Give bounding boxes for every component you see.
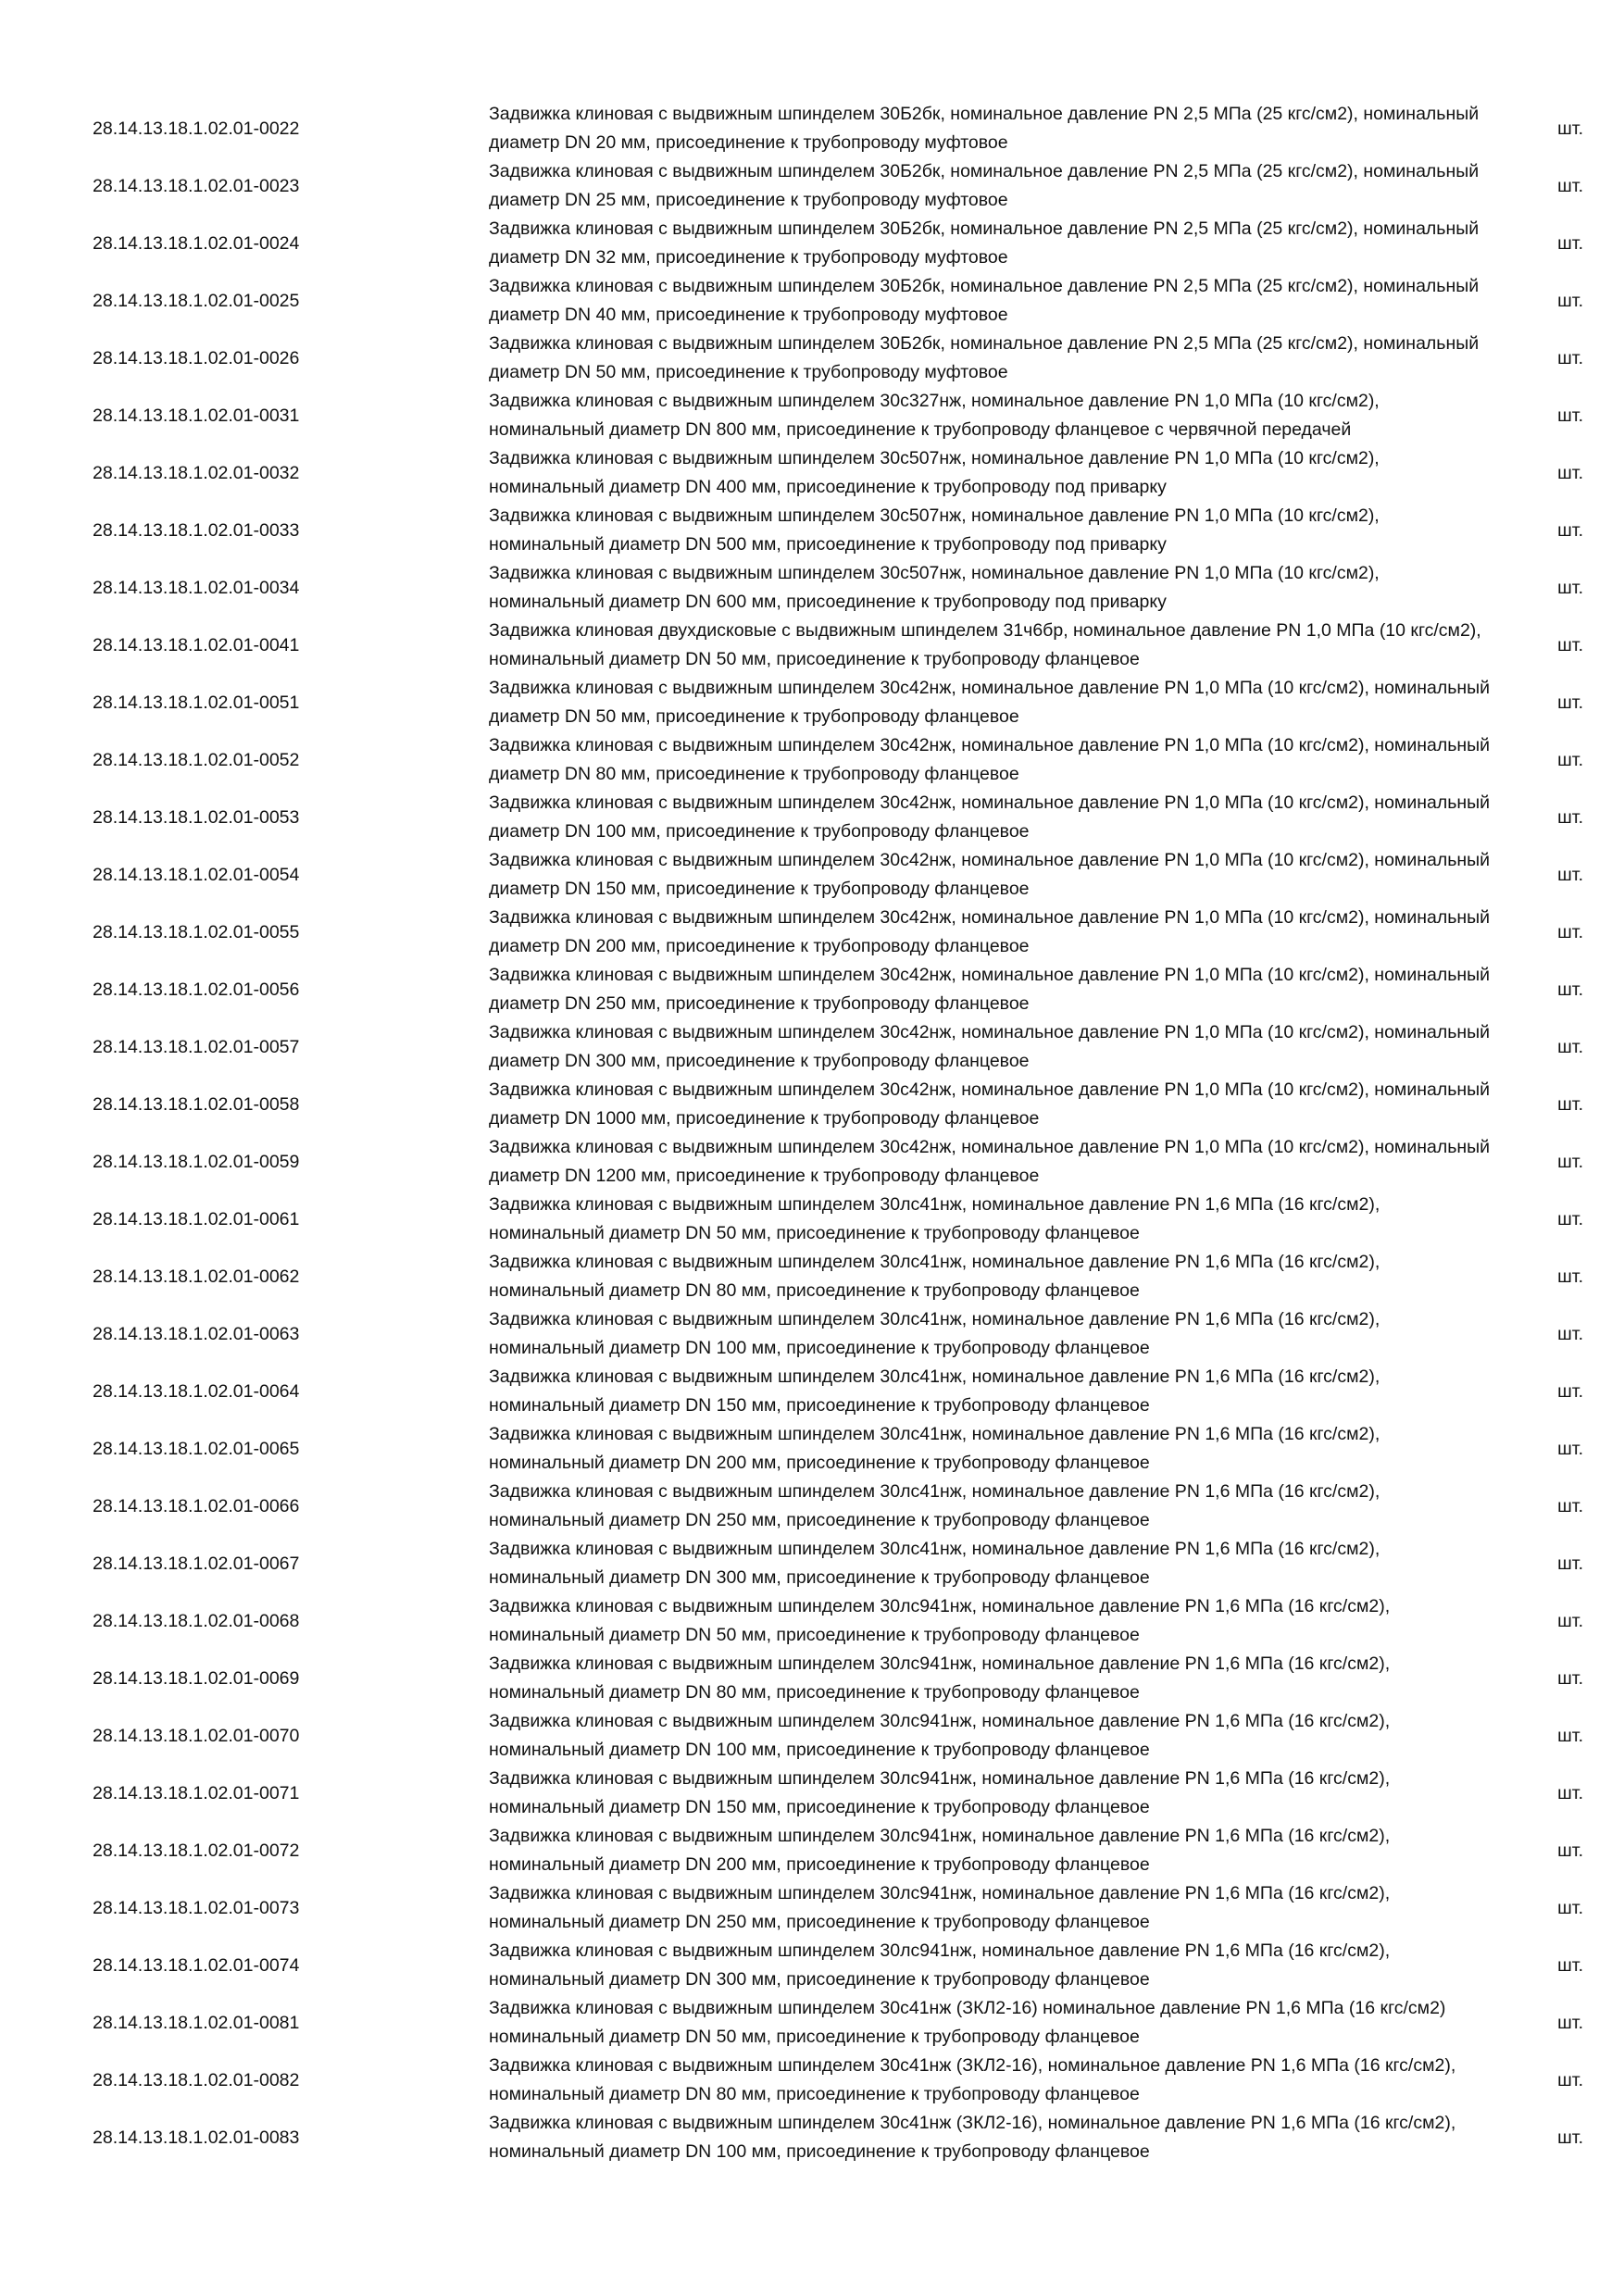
table-row	[93, 1076, 1583, 1133]
item-unit: шт.	[1557, 519, 1583, 541]
item-name: Задвижка клиновая с выдвижным шпинделем 30лс41нж, номинальное давление PN 1,6 МПа (16 кгс/см2), номинальный диаметр DN 250 мм, присоединение к трубопроводу фланцевое	[489, 1481, 1380, 1530]
item-code: 28.14.13.18.1.02.01-0032	[93, 462, 300, 483]
item-code: 28.14.13.18.1.02.01-0031	[93, 405, 300, 426]
item-unit: шт.	[1557, 1725, 1583, 1746]
item-unit: шт.	[1557, 634, 1583, 655]
table-row	[93, 387, 1583, 444]
item-unit: шт.	[1557, 1667, 1583, 1689]
item-name: Задвижка клиновая с выдвижным шпинделем 30лс41нж, номинальное давление PN 1,6 МПа (16 кгс/см2), номинальный диаметр DN 200 мм, присоединение к трубопроводу фланцевое	[489, 1424, 1380, 1473]
table-row	[93, 1765, 1583, 1822]
item-code: 28.14.13.18.1.02.01-0024	[93, 232, 300, 254]
item-unit: шт.	[1557, 118, 1583, 139]
table-row	[93, 1018, 1583, 1076]
item-unit: шт.	[1557, 921, 1583, 942]
item-code: 28.14.13.18.1.02.01-0057	[93, 1036, 300, 1057]
item-name: Задвижка клиновая с выдвижным шпинделем 30лс41нж, номинальное давление PN 1,6 МПа (16 кгс/см2), номинальный диаметр DN 150 мм, присоединение к трубопроводу фланцевое	[489, 1366, 1380, 1416]
item-name: Задвижка клиновая с выдвижным шпинделем 30с507нж, номинальное давление PN 1,0 МПа (10 кгс/см2), номинальный диаметр DN 500 мм, присоединение к трубопроводу под приварку	[489, 505, 1380, 555]
item-code: 28.14.13.18.1.02.01-0053	[93, 806, 300, 828]
table-row	[93, 1994, 1583, 2052]
item-code: 28.14.13.18.1.02.01-0074	[93, 1954, 300, 1976]
item-name: Задвижка клиновая с выдвижным шпинделем 30с42нж, номинальное давление PN 1,0 МПа (10 кгс/см2), номинальный диаметр DN 1000 мм, присоединение к трубопроводу фланцевое	[489, 1079, 1491, 1129]
item-name: Задвижка клиновая с выдвижным шпинделем 30с42нж, номинальное давление PN 1,0 МПа (10 кгс/см2), номинальный диаметр DN 1200 мм, присоединение к трубопроводу фланцевое	[489, 1137, 1491, 1186]
item-name: Задвижка клиновая с выдвижным шпинделем 30с41нж (ЗКЛ2-16), номинальное давление PN 1,6 МПа (16 кгс/см2), номинальный диаметр DN 100 мм, присоединение к трубопроводу фланцевое	[489, 2113, 1456, 2162]
item-name: Задвижка клиновая с выдвижным шпинделем 30лс941нж, номинальное давление PN 1,6 МПа (16 кгс/см2), номинальный диаметр DN 150 мм, присоединение к трубопроводу фланцевое	[489, 1768, 1391, 1817]
item-name: Задвижка клиновая с выдвижным шпинделем 30лс41нж, номинальное давление PN 1,6 МПа (16 кгс/см2), номинальный диаметр DN 300 мм, присоединение к трубопроводу фланцевое	[489, 1539, 1380, 1588]
table-row	[93, 1478, 1583, 1535]
item-code: 28.14.13.18.1.02.01-0052	[93, 749, 300, 770]
item-unit: шт.	[1557, 806, 1583, 828]
table-row	[93, 846, 1583, 904]
table-row	[93, 215, 1583, 272]
item-unit: шт.	[1557, 2069, 1583, 2090]
item-code: 28.14.13.18.1.02.01-0070	[93, 1725, 300, 1746]
item-unit: шт.	[1557, 2012, 1583, 2033]
item-code: 28.14.13.18.1.02.01-0072	[93, 1840, 300, 1861]
item-name: Задвижка клиновая с выдвижным шпинделем 30лс41нж, номинальное давление PN 1,6 МПа (16 кгс/см2), номинальный диаметр DN 80 мм, присоединение к трубопроводу фланцевое	[489, 1252, 1380, 1301]
table-row	[93, 731, 1583, 789]
item-unit: шт.	[1557, 1380, 1583, 1402]
item-unit: шт.	[1557, 1897, 1583, 1918]
item-code: 28.14.13.18.1.02.01-0034	[93, 577, 300, 598]
item-name: Задвижка клиновая с выдвижным шпинделем 30с42нж, номинальное давление PN 1,0 МПа (10 кгс/см2), номинальный диаметр DN 80 мм, присоединение к трубопроводу фланцевое	[489, 735, 1491, 784]
item-unit: шт.	[1557, 1323, 1583, 1344]
item-code: 28.14.13.18.1.02.01-0081	[93, 2012, 300, 2033]
item-unit: шт.	[1557, 2127, 1583, 2148]
item-name: Задвижка клиновая с выдвижным шпинделем 30лс41нж, номинальное давление PN 1,6 МПа (16 кгс/см2), номинальный диаметр DN 100 мм, присоединение к трубопроводу фланцевое	[489, 1309, 1380, 1358]
table-row	[93, 1305, 1583, 1363]
table-row	[93, 1191, 1583, 1248]
item-name: Задвижка клиновая с выдвижным шпинделем 30с327нж, номинальное давление PN 1,0 МПа (10 кгс/см2), номинальный диаметр DN 800 мм, присоединение к трубопроводу фланцевое с червячной передачей	[489, 391, 1380, 440]
item-name: Задвижка клиновая с выдвижным шпинделем 30лс941нж, номинальное давление PN 1,6 МПа (16 кгс/см2), номинальный диаметр DN 300 мм, присоединение к трубопроводу фланцевое	[489, 1940, 1391, 1990]
item-name: Задвижка клиновая с выдвижным шпинделем 30лс941нж, номинальное давление PN 1,6 МПа (16 кгс/см2), номинальный диаметр DN 250 мм, присоединение к трубопроводу фланцевое	[489, 1883, 1391, 1932]
item-name: Задвижка клиновая с выдвижным шпинделем 30с42нж, номинальное давление PN 1,0 МПа (10 кгс/см2), номинальный диаметр DN 250 мм, присоединение к трубопроводу фланцевое	[489, 965, 1491, 1014]
table-row	[93, 157, 1583, 215]
table-row	[93, 674, 1583, 731]
item-code: 28.14.13.18.1.02.01-0055	[93, 921, 300, 942]
item-name: Задвижка клиновая с выдвижным шпинделем 30с42нж, номинальное давление PN 1,0 МПа (10 кгс/см2), номинальный диаметр DN 50 мм, присоединение к трубопроводу фланцевое	[489, 678, 1491, 727]
item-name: Задвижка клиновая с выдвижным шпинделем 30лс941нж, номинальное давление PN 1,6 МПа (16 кгс/см2), номинальный диаметр DN 200 мм, присоединение к трубопроводу фланцевое	[489, 1826, 1391, 1875]
item-code: 28.14.13.18.1.02.01-0066	[93, 1495, 300, 1516]
item-name: Задвижка клиновая с выдвижным шпинделем 30с507нж, номинальное давление PN 1,0 МПа (10 кгс/см2), номинальный диаметр DN 400 мм, присоединение к трубопроводу под приварку	[489, 448, 1380, 497]
item-code: 28.14.13.18.1.02.01-0071	[93, 1782, 300, 1803]
item-name: Задвижка клиновая с выдвижным шпинделем 30лс941нж, номинальное давление PN 1,6 МПа (16 кгс/см2), номинальный диаметр DN 100 мм, присоединение к трубопроводу фланцевое	[489, 1711, 1391, 1760]
item-code: 28.14.13.18.1.02.01-0069	[93, 1667, 300, 1689]
item-code: 28.14.13.18.1.02.01-0073	[93, 1897, 300, 1918]
catalog-table-body	[93, 100, 1583, 2166]
item-unit: шт.	[1557, 1782, 1583, 1803]
item-unit: шт.	[1557, 462, 1583, 483]
item-unit: шт.	[1557, 692, 1583, 713]
table-row	[93, 1133, 1583, 1191]
table-row	[93, 1592, 1583, 1650]
item-unit: шт.	[1557, 1553, 1583, 1574]
table-row	[93, 1822, 1583, 1879]
item-code: 28.14.13.18.1.02.01-0041	[93, 634, 300, 655]
table-row	[93, 100, 1583, 157]
item-name: Задвижка клиновая с выдвижным шпинделем 30с507нж, номинальное давление PN 1,0 МПа (10 кгс/см2), номинальный диаметр DN 600 мм, присоединение к трубопроводу под приварку	[489, 563, 1380, 612]
item-name: Задвижка клиновая с выдвижным шпинделем 30с41нж (ЗКЛ2-16) номинальное давление PN 1,6 МПа (16 кгс/см2) номинальный диаметр DN 50 мм, присоединение к трубопроводу фланцевое	[489, 1998, 1446, 2047]
table-row	[93, 1363, 1583, 1420]
item-code: 28.14.13.18.1.02.01-0061	[93, 1208, 300, 1229]
item-name: Задвижка клиновая с выдвижным шпинделем 30с41нж (ЗКЛ2-16), номинальное давление PN 1,6 МПа (16 кгс/см2), номинальный диаметр DN 80 мм, присоединение к трубопроводу фланцевое	[489, 2055, 1456, 2104]
item-name: Задвижка клиновая с выдвижным шпинделем 30Б2бк, номинальное давление PN 2,5 МПа (25 кгс/см2), номинальный диаметр DN 32 мм, присоединение к трубопроводу муфтовое	[489, 218, 1480, 268]
item-unit: шт.	[1557, 864, 1583, 885]
item-unit: шт.	[1557, 749, 1583, 770]
table-row	[93, 272, 1583, 330]
catalog-table	[93, 100, 1583, 2166]
item-code: 28.14.13.18.1.02.01-0062	[93, 1266, 300, 1287]
item-unit: шт.	[1557, 979, 1583, 1000]
table-row	[93, 444, 1583, 502]
item-code: 28.14.13.18.1.02.01-0083	[93, 2127, 300, 2148]
item-unit: шт.	[1557, 1438, 1583, 1459]
item-name: Задвижка клиновая с выдвижным шпинделем 30лс941нж, номинальное давление PN 1,6 МПа (16 кгс/см2), номинальный диаметр DN 50 мм, присоединение к трубопроводу фланцевое	[489, 1596, 1391, 1645]
item-code: 28.14.13.18.1.02.01-0064	[93, 1380, 300, 1402]
table-row	[93, 1879, 1583, 1937]
table-row	[93, 330, 1583, 387]
item-code: 28.14.13.18.1.02.01-0063	[93, 1323, 300, 1344]
table-row	[93, 1535, 1583, 1592]
item-name: Задвижка клиновая с выдвижным шпинделем 30Б2бк, номинальное давление PN 2,5 МПа (25 кгс/см2), номинальный диаметр DN 40 мм, присоединение к трубопроводу муфтовое	[489, 276, 1480, 325]
item-name: Задвижка клиновая с выдвижным шпинделем 30Б2бк, номинальное давление PN 2,5 МПа (25 кгс/см2), номинальный диаметр DN 50 мм, присоединение к трубопроводу муфтовое	[489, 333, 1480, 382]
item-code: 28.14.13.18.1.02.01-0025	[93, 290, 300, 311]
item-code: 28.14.13.18.1.02.01-0067	[93, 1553, 300, 1574]
table-row	[93, 502, 1583, 559]
item-name: Задвижка клиновая с выдвижным шпинделем 30с42нж, номинальное давление PN 1,0 МПа (10 кгс/см2), номинальный диаметр DN 200 мм, присоединение к трубопроводу фланцевое	[489, 907, 1491, 956]
item-unit: шт.	[1557, 1266, 1583, 1287]
item-name: Задвижка клиновая с выдвижным шпинделем 30с42нж, номинальное давление PN 1,0 МПа (10 кгс/см2), номинальный диаметр DN 300 мм, присоединение к трубопроводу фланцевое	[489, 1022, 1491, 1071]
item-unit: шт.	[1557, 1036, 1583, 1057]
item-code: 28.14.13.18.1.02.01-0082	[93, 2069, 300, 2090]
item-unit: шт.	[1557, 1208, 1583, 1229]
item-unit: шт.	[1557, 1093, 1583, 1115]
table-row	[93, 1420, 1583, 1478]
table-row	[93, 1248, 1583, 1305]
item-unit: шт.	[1557, 1495, 1583, 1516]
table-row	[93, 617, 1583, 674]
item-name: Задвижка клиновая с выдвижным шпинделем 30с42нж, номинальное давление PN 1,0 МПа (10 кгс/см2), номинальный диаметр DN 150 мм, присоединение к трубопроводу фланцевое	[489, 850, 1491, 899]
item-code: 28.14.13.18.1.02.01-0058	[93, 1093, 300, 1115]
item-unit: шт.	[1557, 1954, 1583, 1976]
item-name: Задвижка клиновая двухдисковые с выдвижным шпинделем 31ч6бр, номинальное давление PN 1,0 МПа (10 кгс/см2), номинальный диаметр DN 50 мм, присоединение к трубопроводу фланцевое	[489, 620, 1481, 669]
table-row	[93, 2052, 1583, 2109]
table-row	[93, 789, 1583, 846]
item-unit: шт.	[1557, 577, 1583, 598]
item-unit: шт.	[1557, 1840, 1583, 1861]
table-row	[93, 1650, 1583, 1707]
table-row	[93, 1707, 1583, 1765]
item-code: 28.14.13.18.1.02.01-0056	[93, 979, 300, 1000]
item-unit: шт.	[1557, 1151, 1583, 1172]
item-code: 28.14.13.18.1.02.01-0068	[93, 1610, 300, 1631]
item-name: Задвижка клиновая с выдвижным шпинделем 30Б2бк, номинальное давление PN 2,5 МПа (25 кгс/см2), номинальный диаметр DN 20 мм, присоединение к трубопроводу муфтовое	[489, 104, 1480, 153]
item-code: 28.14.13.18.1.02.01-0054	[93, 864, 300, 885]
item-name: Задвижка клиновая с выдвижным шпинделем 30с42нж, номинальное давление PN 1,0 МПа (10 кгс/см2), номинальный диаметр DN 100 мм, присоединение к трубопроводу фланцевое	[489, 792, 1491, 842]
item-name: Задвижка клиновая с выдвижным шпинделем 30лс41нж, номинальное давление PN 1,6 МПа (16 кгс/см2), номинальный диаметр DN 50 мм, присоединение к трубопроводу фланцевое	[489, 1194, 1380, 1243]
table-row	[93, 904, 1583, 961]
item-unit: шт.	[1557, 232, 1583, 254]
item-code: 28.14.13.18.1.02.01-0022	[93, 118, 300, 139]
item-name: Задвижка клиновая с выдвижным шпинделем 30Б2бк, номинальное давление PN 2,5 МПа (25 кгс/см2), номинальный диаметр DN 25 мм, присоединение к трубопроводу муфтовое	[489, 161, 1480, 210]
item-name: Задвижка клиновая с выдвижным шпинделем 30лс941нж, номинальное давление PN 1,6 МПа (16 кгс/см2), номинальный диаметр DN 80 мм, присоединение к трубопроводу фланцевое	[489, 1653, 1391, 1703]
table-row	[93, 1937, 1583, 1994]
item-code: 28.14.13.18.1.02.01-0065	[93, 1438, 300, 1459]
item-code: 28.14.13.18.1.02.01-0033	[93, 519, 300, 541]
table-row	[93, 961, 1583, 1018]
item-code: 28.14.13.18.1.02.01-0051	[93, 692, 300, 713]
table-row	[93, 2109, 1583, 2166]
item-code: 28.14.13.18.1.02.01-0026	[93, 347, 300, 368]
item-code: 28.14.13.18.1.02.01-0059	[93, 1151, 300, 1172]
item-unit: шт.	[1557, 175, 1583, 196]
item-unit: шт.	[1557, 1610, 1583, 1631]
item-code: 28.14.13.18.1.02.01-0023	[93, 175, 300, 196]
table-row	[93, 559, 1583, 617]
item-unit: шт.	[1557, 347, 1583, 368]
item-unit: шт.	[1557, 405, 1583, 426]
item-unit: шт.	[1557, 290, 1583, 311]
